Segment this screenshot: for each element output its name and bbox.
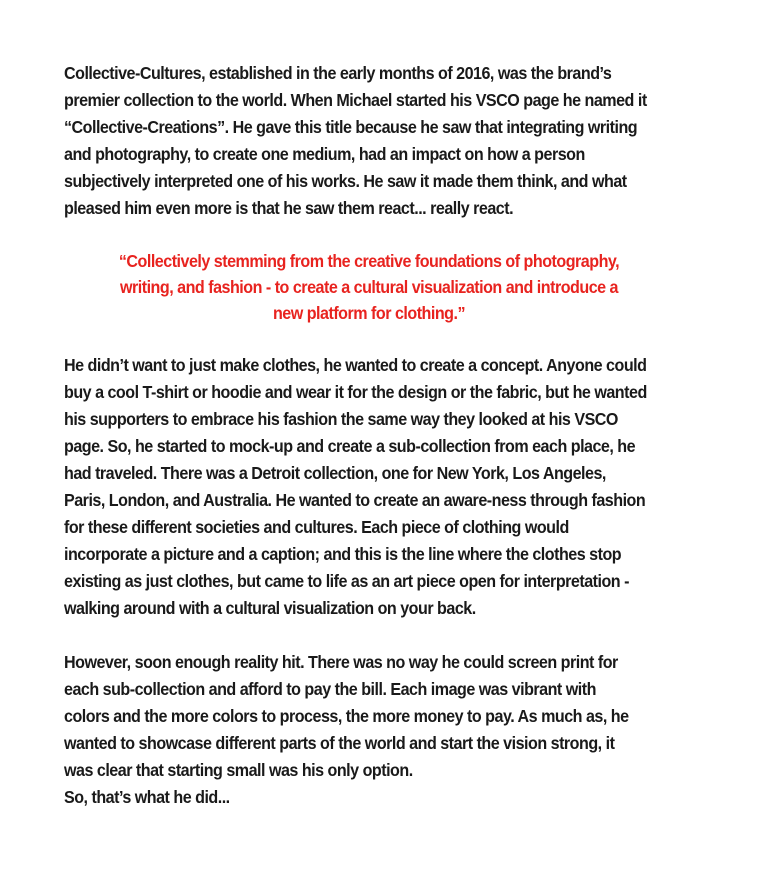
pull-quote: [64, 248, 709, 326]
text-line: pleased him even more is that he saw them react... really react.: [64, 198, 514, 218]
text-line: buy a cool T-shirt or hoodie and wear it for the design or the fabric, but he wanted: [64, 382, 647, 402]
text-line: “Collective-Creations”. He gave this title because he saw that integrating writing: [64, 117, 638, 137]
text-line: was clear that starting small was his only option.: [64, 760, 413, 780]
text-line: walking around with a cultural visualization on your back.: [64, 598, 476, 618]
article-body: [64, 60, 709, 811]
text-line: However, soon enough reality hit. There was no way he could screen print for: [64, 652, 618, 672]
paragraph-spacer: [64, 622, 709, 649]
quote-line: writing, and fashion - to create a cultural visualization and introduce a: [119, 277, 619, 297]
text-line: premier collection to the world. When Michael started his VSCO page he named it: [64, 90, 647, 110]
text-line: subjectively interpreted one of his works. He saw it made them think, and what: [64, 171, 627, 191]
intro-paragraph: [64, 60, 708, 222]
text-line: colors and the more colors to process, the more money to pay. As much as, he: [64, 706, 629, 726]
quote-line: new platform for clothing.”: [272, 303, 466, 323]
quote-line: “Collectively stemming from the creative foundations of photography,: [118, 251, 620, 271]
text-line: incorporate a picture and a caption; and this is the line where the clothes stop: [64, 544, 622, 564]
text-line: So, that’s what he did...: [64, 787, 230, 807]
concept-paragraph: [64, 352, 708, 622]
text-line: his supporters to embrace his fashion the same way they looked at his VSCO: [64, 409, 618, 429]
text-line: had traveled. There was a Detroit collection, one for New York, Los Angeles,: [64, 463, 606, 483]
reality-paragraph: [64, 649, 708, 811]
text-line: each sub-collection and afford to pay the bill. Each image was vibrant with: [64, 679, 596, 699]
text-line: page. So, he started to mock-up and create a sub-collection from each place, he: [64, 436, 636, 456]
text-line: Collective-Cultures, established in the early months of 2016, was the brand’s: [64, 63, 612, 83]
text-line: existing as just clothes, but came to life as an art piece open for interpretation -: [64, 571, 629, 591]
text-line: Paris, London, and Australia. He wanted to create an aware-ness through fashion: [64, 490, 646, 510]
text-line: for these different societies and cultures. Each piece of clothing would: [64, 517, 569, 537]
text-line: He didn’t want to just make clothes, he wanted to create a concept. Anyone could: [64, 355, 647, 375]
text-line: and photography, to create one medium, had an impact on how a person: [64, 144, 585, 164]
text-line: wanted to showcase different parts of the world and start the vision strong, it: [64, 733, 615, 753]
